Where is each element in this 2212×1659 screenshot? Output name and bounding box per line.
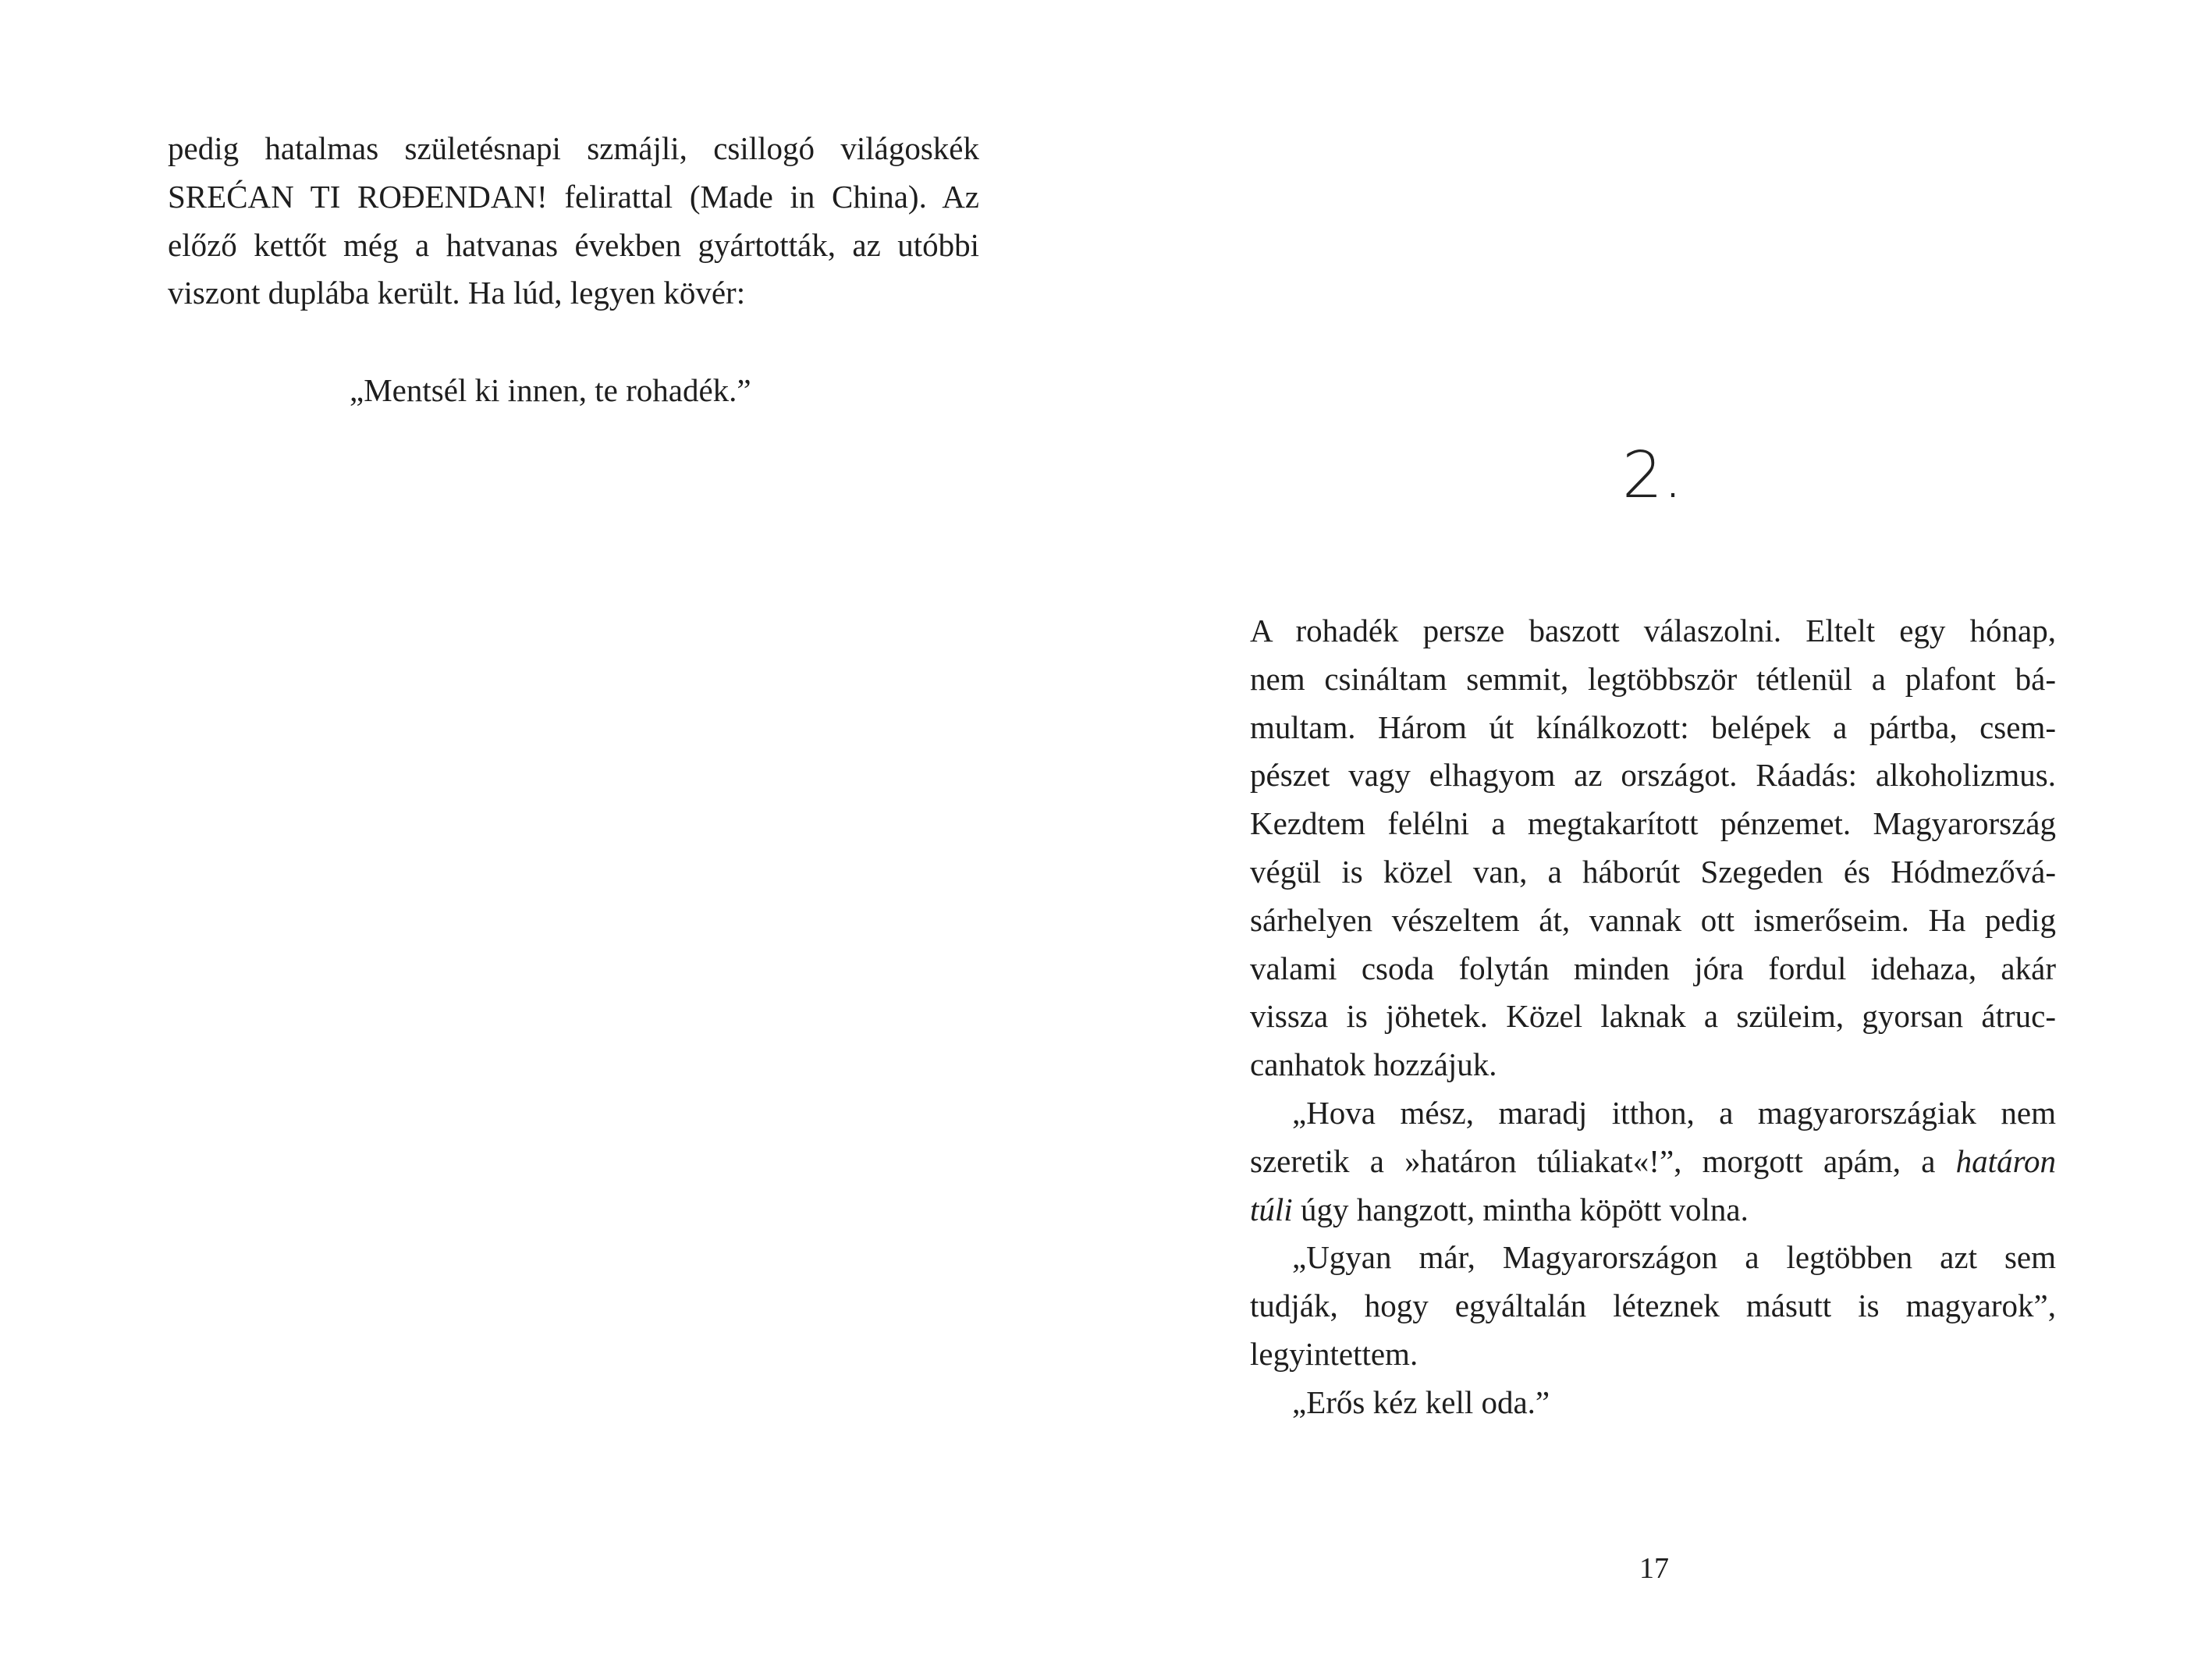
text-line: multam. Három út kínálkozott: belépek a pártba, csem- (1250, 709, 2056, 745)
text-line (1250, 1186, 2056, 1234)
text-line: SREĆAN TI ROĐENDAN! felirattal (Made in China). Az (168, 178, 979, 215)
text-line: „Erős kéz kell oda.” (1292, 1384, 1550, 1420)
paragraph-3 (1250, 1234, 2056, 1378)
text-line: tudják, hogy egyáltalán léteznek másutt is magyarok”, (1250, 1288, 2056, 1324)
text-line: előző kettőt még a hatvanas években gyártották, az utóbbi (168, 226, 979, 263)
paragraph-2 (1250, 1089, 2056, 1234)
text-line: „Ugyan már, Magyarországon a legtöbben azt sem (1292, 1239, 2056, 1276)
text-run: szeretik a »határon túliakat«!”, morgott apám, a (1250, 1142, 1956, 1179)
chapter-number: 2. (1621, 439, 1684, 513)
text-line: canhatok hozzájuk. (1250, 1046, 1497, 1083)
right-page (1106, 0, 2212, 1659)
text-line (1250, 1138, 2056, 1186)
text-line: végül is közel van, a háborút Szegeden és Hódmezővá- (1250, 853, 2056, 890)
text-line: legyintettem. (1250, 1335, 1418, 1372)
left-body-text (168, 125, 979, 318)
text-line: nem csináltam semmit, legtöbbször tétlenül a plafont bá- (1250, 660, 2056, 697)
text-line: „Hova mész, maradj itthon, a magyarországiak nem (1292, 1094, 2056, 1131)
italic-text: határon (1955, 1142, 2056, 1179)
right-body-text (1250, 607, 2056, 1427)
page-number: 17 (1639, 1552, 1669, 1585)
text-line: Kezdtem felélni a megtakarított pénzemet. Magyarország (1250, 805, 2056, 842)
text-run: úgy hangzott, mintha köpött volna. (1292, 1191, 1749, 1227)
text-line: pedig hatalmas születésnapi szmájli, csillogó világoskék (168, 130, 979, 166)
text-line: valami csoda folytán minden jóra fordul idehaza, akár (1250, 950, 2056, 986)
paragraph-1 (1250, 607, 2056, 1089)
text-line: A rohadék persze baszott válaszolni. Eltelt egy hónap, (1250, 613, 2056, 648)
text-line: vissza is jöhetek. Közel laknak a szüleim, gyorsan átruc- (1250, 998, 2056, 1035)
text-line: pészet vagy elhagyom az országot. Ráadás: alkoholizmus. (1250, 757, 2056, 794)
italic-text: túli (1250, 1191, 1293, 1227)
text-line: viszont duplába került. Ha lúd, legyen kövér: (168, 275, 746, 311)
text-line: sárhelyen vészeltem át, vannak ott ismerőseim. Ha pedig (1250, 901, 2056, 938)
quote-line: „Mentsél ki innen, te rohadék.” (350, 372, 751, 408)
paragraph-4 (1250, 1379, 2056, 1427)
